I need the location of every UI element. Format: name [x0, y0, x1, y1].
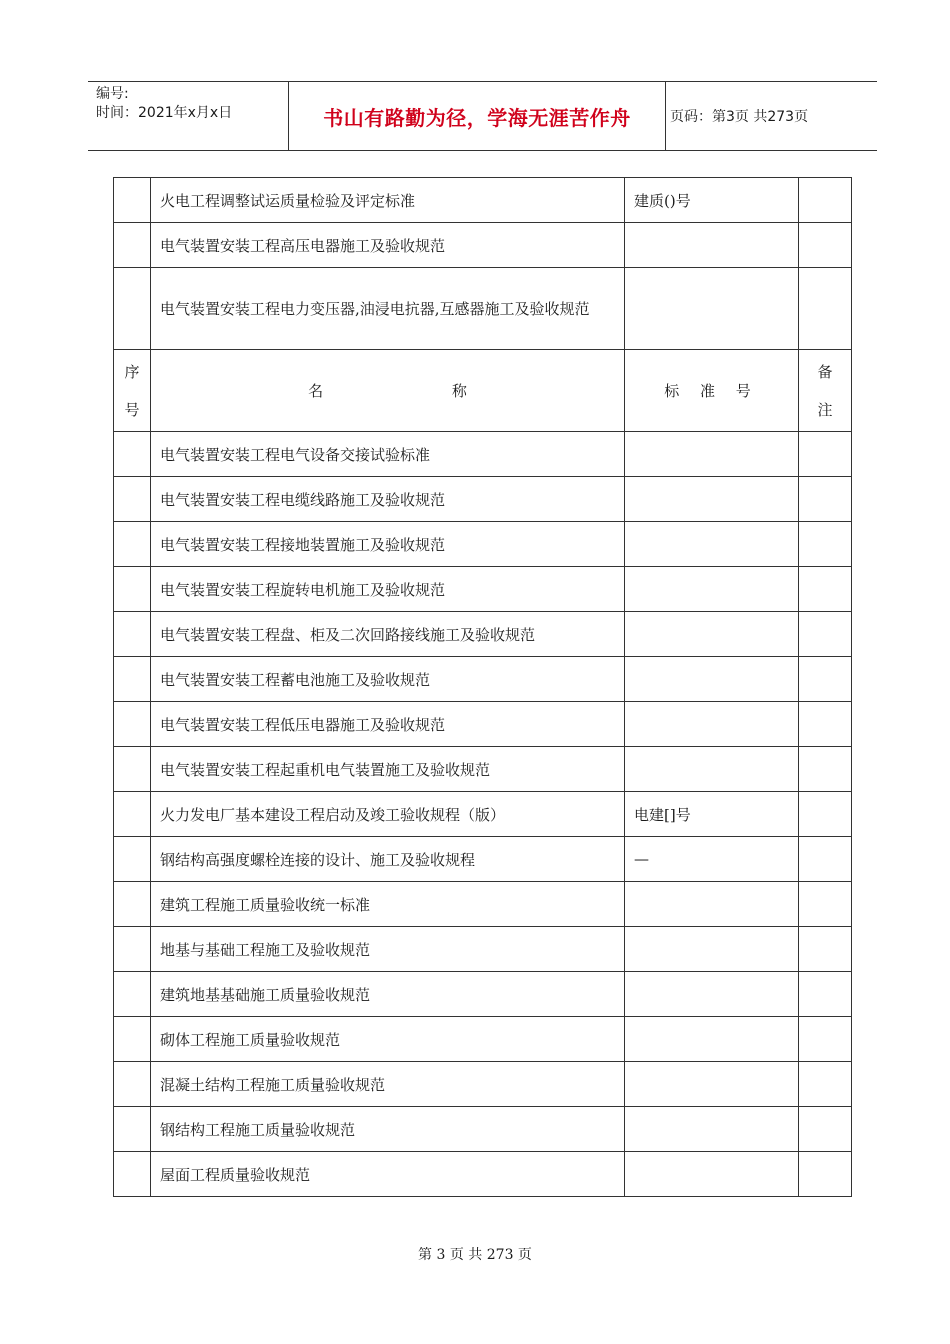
- table-row: [114, 837, 852, 882]
- table-row: [114, 432, 852, 477]
- table-row: [114, 1017, 852, 1062]
- header-page-info: [670, 82, 808, 150]
- note-cell: [799, 1017, 852, 1062]
- seq-header-label: 序号: [124, 362, 140, 419]
- note-cell: [799, 567, 852, 612]
- seq-cell: [114, 927, 151, 972]
- note-cell: [799, 657, 852, 702]
- table-row: [114, 1107, 852, 1152]
- note-cell: [799, 747, 852, 792]
- table-row: [114, 477, 852, 522]
- seq-cell: [114, 1017, 151, 1062]
- note-cell: [799, 702, 852, 747]
- seq-cell: [114, 747, 151, 792]
- name-cell: 建筑工程施工质量验收统一标准: [151, 882, 625, 927]
- seq-cell: [114, 522, 151, 567]
- name-cell: 电气装置安装工程盘、柜及二次回路接线施工及验收规范: [151, 612, 625, 657]
- seq-cell: [114, 792, 151, 837]
- name-cell: 钢结构工程施工质量验收规范: [151, 1107, 625, 1152]
- std-cell: [625, 612, 799, 657]
- note-cell: [799, 223, 852, 268]
- table-row: [114, 268, 852, 350]
- note-cell: [799, 927, 852, 972]
- note-cell: [799, 1062, 852, 1107]
- seq-cell: [114, 972, 151, 1017]
- note-cell: [799, 178, 852, 223]
- seq-cell: [114, 612, 151, 657]
- name-header: [151, 350, 625, 432]
- table-row: [114, 178, 852, 223]
- table-row: [114, 792, 852, 837]
- seq-cell: [114, 268, 151, 350]
- table-row: [114, 882, 852, 927]
- table-row: [114, 1152, 852, 1197]
- seq-cell: [114, 1152, 151, 1197]
- std-cell: [625, 927, 799, 972]
- note-cell: [799, 612, 852, 657]
- header-slogan-box: [288, 82, 666, 150]
- seq-cell: [114, 702, 151, 747]
- std-cell: [625, 268, 799, 350]
- note-cell: [799, 837, 852, 882]
- name-cell: 电气装置安装工程蓄电池施工及验收规范: [151, 657, 625, 702]
- note-cell: [799, 477, 852, 522]
- name-cell: 电气装置安装工程电气设备交接试验标准: [151, 432, 625, 477]
- std-cell: 建质()号: [625, 178, 799, 223]
- page-header: [88, 81, 877, 151]
- table-row: [114, 972, 852, 1017]
- note-cell: [799, 792, 852, 837]
- header-meta: [96, 85, 232, 123]
- header-slogan: 书山有路勤为径，学海无涯苦作舟: [323, 105, 631, 130]
- std-cell: [625, 1017, 799, 1062]
- note-cell: [799, 1107, 852, 1152]
- table-row: [114, 657, 852, 702]
- table-header-row: [114, 350, 852, 432]
- std-cell: 电建[]号: [625, 792, 799, 837]
- seq-cell: [114, 1107, 151, 1152]
- document-number-label: 编号:: [96, 86, 129, 102]
- note-cell: [799, 882, 852, 927]
- table-row: [114, 1062, 852, 1107]
- std-cell: [625, 477, 799, 522]
- seq-cell: [114, 223, 151, 268]
- std-cell: [625, 567, 799, 612]
- name-cell: 电气装置安装工程电缆线路施工及验收规范: [151, 477, 625, 522]
- standards-table-body: [114, 178, 852, 1197]
- std-cell: [625, 1107, 799, 1152]
- note-cell: [799, 1152, 852, 1197]
- seq-cell: [114, 477, 151, 522]
- table-row: [114, 747, 852, 792]
- std-cell: [625, 657, 799, 702]
- seq-cell: [114, 178, 151, 223]
- note-cell: [799, 972, 852, 1017]
- std-cell: [625, 702, 799, 747]
- name-cell: 建筑地基基础施工质量验收规范: [151, 972, 625, 1017]
- seq-cell: [114, 432, 151, 477]
- name-cell: 钢结构高强度螺栓连接的设计、施工及验收规程: [151, 837, 625, 882]
- std-cell: [625, 972, 799, 1017]
- std-cell: [625, 747, 799, 792]
- name-cell: 砌体工程施工质量验收规范: [151, 1017, 625, 1062]
- note-cell: [799, 268, 852, 350]
- std-header-label: 标 准 号: [664, 382, 759, 400]
- name-cell: 火力发电厂基本建设工程启动及竣工验收规程（版）: [151, 792, 625, 837]
- page-footer: [0, 1244, 950, 1264]
- name-cell: 混凝土结构工程施工质量验收规范: [151, 1062, 625, 1107]
- header-page-label: 页码：第3页 共273页: [670, 109, 809, 125]
- seq-cell: [114, 567, 151, 612]
- seq-cell: [114, 882, 151, 927]
- note-cell: [799, 522, 852, 567]
- std-cell: [625, 522, 799, 567]
- std-cell: —: [625, 837, 799, 882]
- name-cell: 电气装置安装工程接地装置施工及验收规范: [151, 522, 625, 567]
- seq-header: [114, 350, 151, 432]
- standards-table: [113, 177, 852, 1197]
- seq-cell: [114, 1062, 151, 1107]
- table-row: [114, 927, 852, 972]
- std-cell: [625, 1062, 799, 1107]
- std-cell: [625, 882, 799, 927]
- footer-page-number: 第 3 页 共 273 页: [418, 1247, 532, 1263]
- name-cell: 电气装置安装工程低压电器施工及验收规范: [151, 702, 625, 747]
- name-cell: 火电工程调整试运质量检验及评定标准: [151, 178, 625, 223]
- std-cell: [625, 1152, 799, 1197]
- note-header: [799, 350, 852, 432]
- name-cell: 地基与基础工程施工及验收规范: [151, 927, 625, 972]
- name-cell: 电气装置安装工程起重机电气装置施工及验收规范: [151, 747, 625, 792]
- std-cell: [625, 223, 799, 268]
- table-row: [114, 522, 852, 567]
- seq-cell: [114, 837, 151, 882]
- name-cell: 电气装置安装工程电力变压器,油浸电抗器,互感器施工及验收规范: [151, 268, 625, 350]
- table-row: [114, 702, 852, 747]
- table-row: [114, 567, 852, 612]
- document-time-label: 时间：2021年x月x日: [96, 105, 233, 121]
- name-cell: 电气装置安装工程高压电器施工及验收规范: [151, 223, 625, 268]
- note-cell: [799, 432, 852, 477]
- note-header-label: 备注: [817, 362, 833, 419]
- std-header: [625, 350, 799, 432]
- name-header-label: 名 称: [308, 382, 529, 400]
- name-cell: 屋面工程质量验收规范: [151, 1152, 625, 1197]
- name-cell: 电气装置安装工程旋转电机施工及验收规范: [151, 567, 625, 612]
- table-row: [114, 612, 852, 657]
- std-cell: [625, 432, 799, 477]
- seq-cell: [114, 657, 151, 702]
- table-row: [114, 223, 852, 268]
